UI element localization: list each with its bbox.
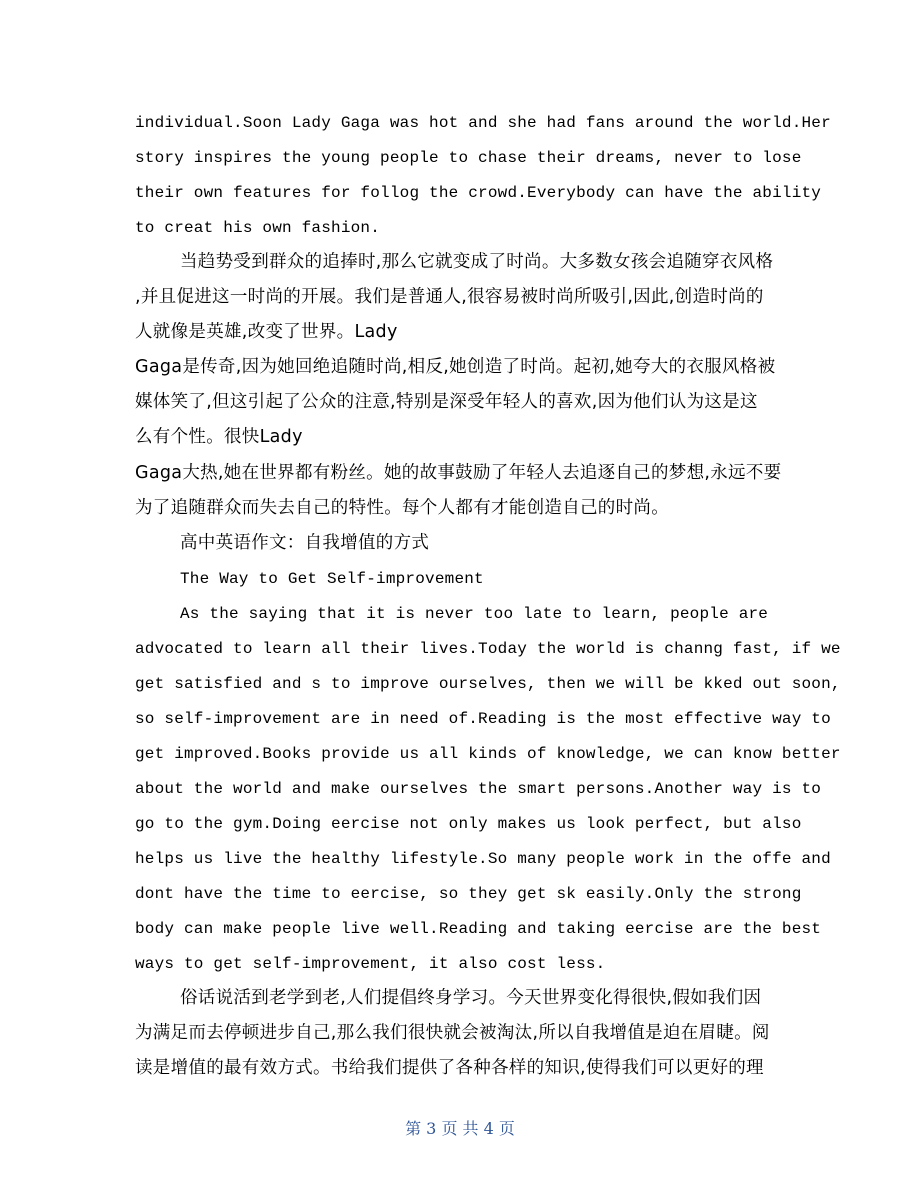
text-line: about the world and make ourselves the smart persons.Another way is to bbox=[135, 779, 822, 798]
text-line: 么有个性。很快Lady bbox=[135, 427, 303, 448]
text-line: get improved.Books provide us all kinds of knowledge, we can know better bbox=[135, 744, 841, 763]
text-line: advocated to learn all their lives.Today the world is channg fast, if we bbox=[135, 639, 841, 658]
page-footer: 第 3 页 共 4 页 bbox=[405, 1119, 515, 1138]
text-line: to creat his own fashion. bbox=[135, 219, 381, 238]
text-line: helps us live the healthy lifestyle.So many people work in the offe and bbox=[135, 850, 831, 869]
text-line: The Way to Get Self-improvement bbox=[180, 569, 484, 588]
text-line: 当趋势受到群众的追捧时,那么它就变成了时尚。大多数女孩会追随穿衣风格 bbox=[180, 252, 774, 273]
text-line: 俗话说活到老学到老,人们提倡终身学习。今天世界变化得很快,假如我们因 bbox=[180, 988, 762, 1009]
text-line: go to the gym.Doing eercise not only makes us look perfect, but also bbox=[135, 815, 802, 833]
text-line: ,并且促进这一时尚的开展。我们是普通人,很容易被时尚所吸引,因此,创造时尚的 bbox=[135, 287, 764, 308]
text-line: dont have the time to eercise, so they get sk easily.Only the strong bbox=[135, 885, 802, 904]
text-line: get satisfied and s to improve ourselves, then we will be kked out soon, bbox=[135, 674, 841, 693]
text-line: story inspires the young people to chase their dreams, never to lose bbox=[135, 149, 802, 168]
text-line: ways to get self-improvement, it also cost less. bbox=[135, 955, 606, 974]
text-line: individual.Soon Lady Gaga was hot and she had fans around the world.Her bbox=[135, 114, 831, 132]
text-line: so self-improvement are in need of.Reading is the most effective way to bbox=[135, 709, 831, 728]
text-line: 人就像是英雄,改变了世界。Lady bbox=[135, 322, 398, 343]
text-line: 为满足而去停顿进步自己,那么我们很快就会被淘汰,所以自我增值是迫在眉睫。阅 bbox=[135, 1023, 770, 1044]
text-line: body can make people live well.Reading and taking eercise are the best bbox=[135, 920, 822, 939]
text-line: 读是增值的最有效方式。书给我们提供了各种各样的知识,使得我们可以更好的理 bbox=[135, 1058, 764, 1079]
text-line: 高中英语作文：自我增值的方式 bbox=[180, 532, 430, 553]
text-line: 媒体笑了,但这引起了公众的注意,特别是深受年轻人的喜欢,因为他们认为这是这 bbox=[135, 392, 758, 413]
text-line: 为了追随群众而失去自己的特性。每个人都有才能创造自己的时尚。 bbox=[135, 497, 669, 518]
text-line: Gaga是传奇,因为她回绝追随时尚,相反,她创造了时尚。起初,她夸大的衣服风格被 bbox=[135, 357, 776, 378]
text-line: their own features for follog the crowd.Everybody can have the ability bbox=[135, 184, 822, 203]
text-line: Gaga大热,她在世界都有粉丝。她的故事鼓励了年轻人去追逐自己的梦想,永远不要 bbox=[135, 462, 782, 483]
text-line: As the saying that it is never too late to learn, people are bbox=[180, 604, 769, 623]
